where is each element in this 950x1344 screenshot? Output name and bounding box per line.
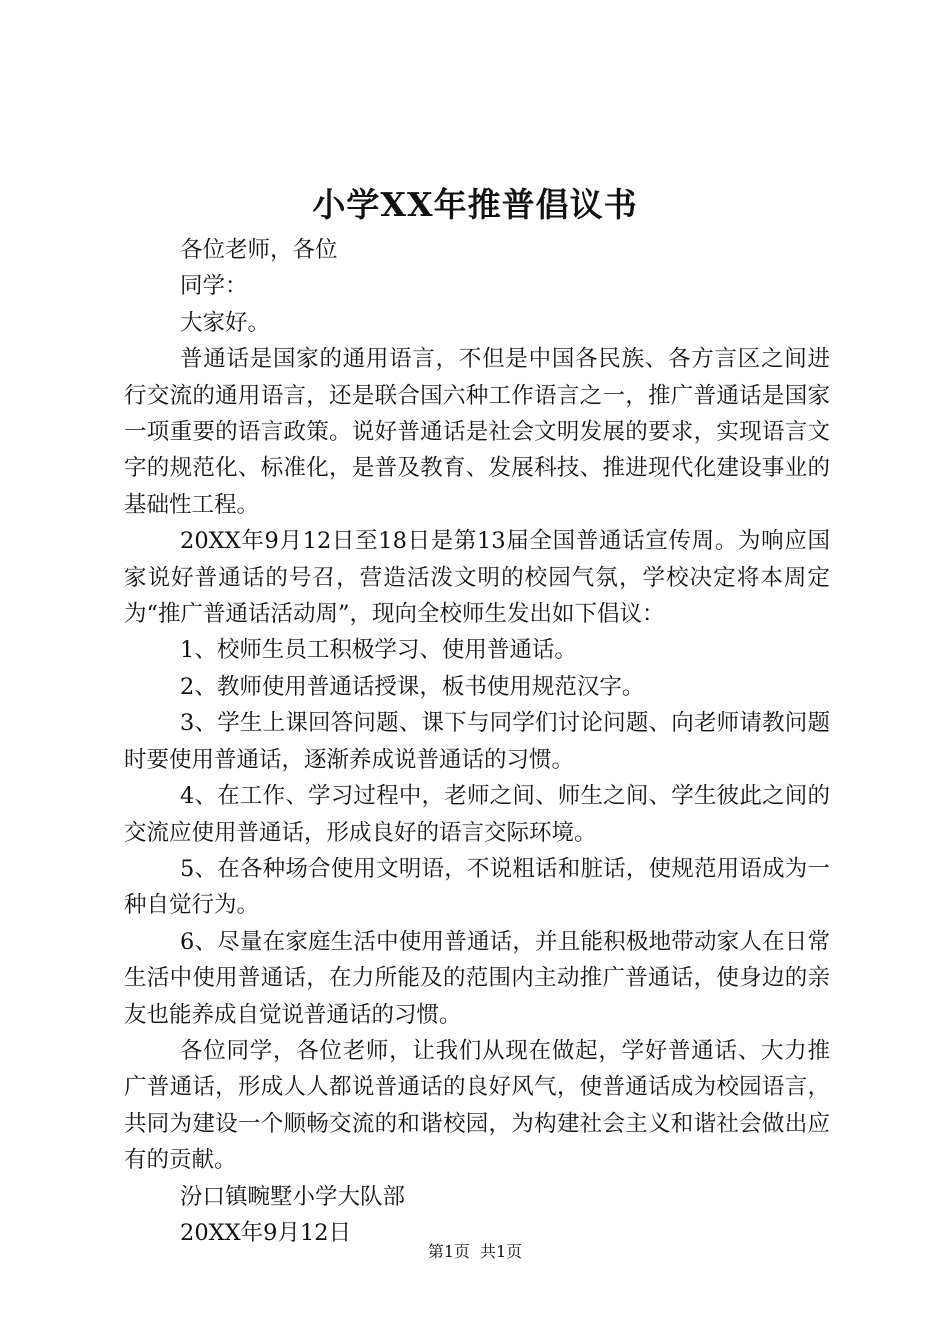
page-footer (0, 1241, 950, 1263)
signature-date: 20XX年9月12日 (180, 1219, 352, 1246)
proposal-item-1: 1、校师生员工积极学习、使用普通话。 (180, 637, 577, 664)
page-total: 共1页 (480, 1242, 523, 1261)
proposal-item-4: 4、在工作、学习过程中，老师之间、师生之间、学生彼此之间的交流应使用普通话，形成良好的语言交际环境。 (124, 783, 830, 846)
signature-organization: 汾口镇畹墅小学大队部 (180, 1183, 406, 1210)
proposal-item-3: 3、学生上课回答问题、课下与同学们讨论问题、向老师请教问题时要使用普通话，逐渐养成说普通话的习惯。 (124, 710, 830, 773)
proposal-item-5: 5、在各种场合使用文明语，不说粗话和脏话，使规范用语成为一种自觉行为。 (124, 855, 830, 919)
proposal-item-6: 6、尽量在家庭生活中使用普通话，并且能积极地带动家人在日常生活中使用普通话，在力所能及的范围内主动推广普通话，使身边的亲友也能养成自觉说普通话的习惯。 (124, 928, 830, 1028)
greeting: 大家好。 (180, 309, 271, 336)
paragraph-intro: 普通话是国家的通用语言，不但是中国各民族、各方言区之间进行交流的通用语言，还是联合国六种工作语言之一，推广普通话是国家一项重要的语言政策。说好普通话是社会文明发展的要求，实现语言文字的规范化、标准化，是普及教育、发展科技、推进现代化建设事业的基础性工程。 (124, 346, 830, 518)
document-title: 小学XX年推普倡议书 (312, 185, 638, 224)
proposal-item-2: 2、教师使用普通话授课，板书使用规范汉字。 (180, 673, 645, 700)
salutation-line-1: 各位老师，各位 (180, 237, 338, 263)
document-body (124, 232, 830, 1251)
salutation-line-2: 同学： (180, 273, 248, 300)
paragraph-closing: 各位同学，各位老师，让我们从现在做起，学好普通话、大力推广普通话，形成人人都说普通话的良好风气，使普通话成为校园语言，共同为建设一个顺畅交流的和谐校园，为构建社会主义和谐社会做出应有的贡献。 (124, 1037, 830, 1174)
paragraph-event: 20XX年9月12日至18日是第13届全国普通话宣传周。为响应国家说好普通话的号召，营造活泼文明的校园气氛，学校决定将本周定为“推广普通话活动周”，现向全校师生发出如下倡议： (124, 528, 830, 628)
page-number: 第1页 (427, 1242, 470, 1261)
